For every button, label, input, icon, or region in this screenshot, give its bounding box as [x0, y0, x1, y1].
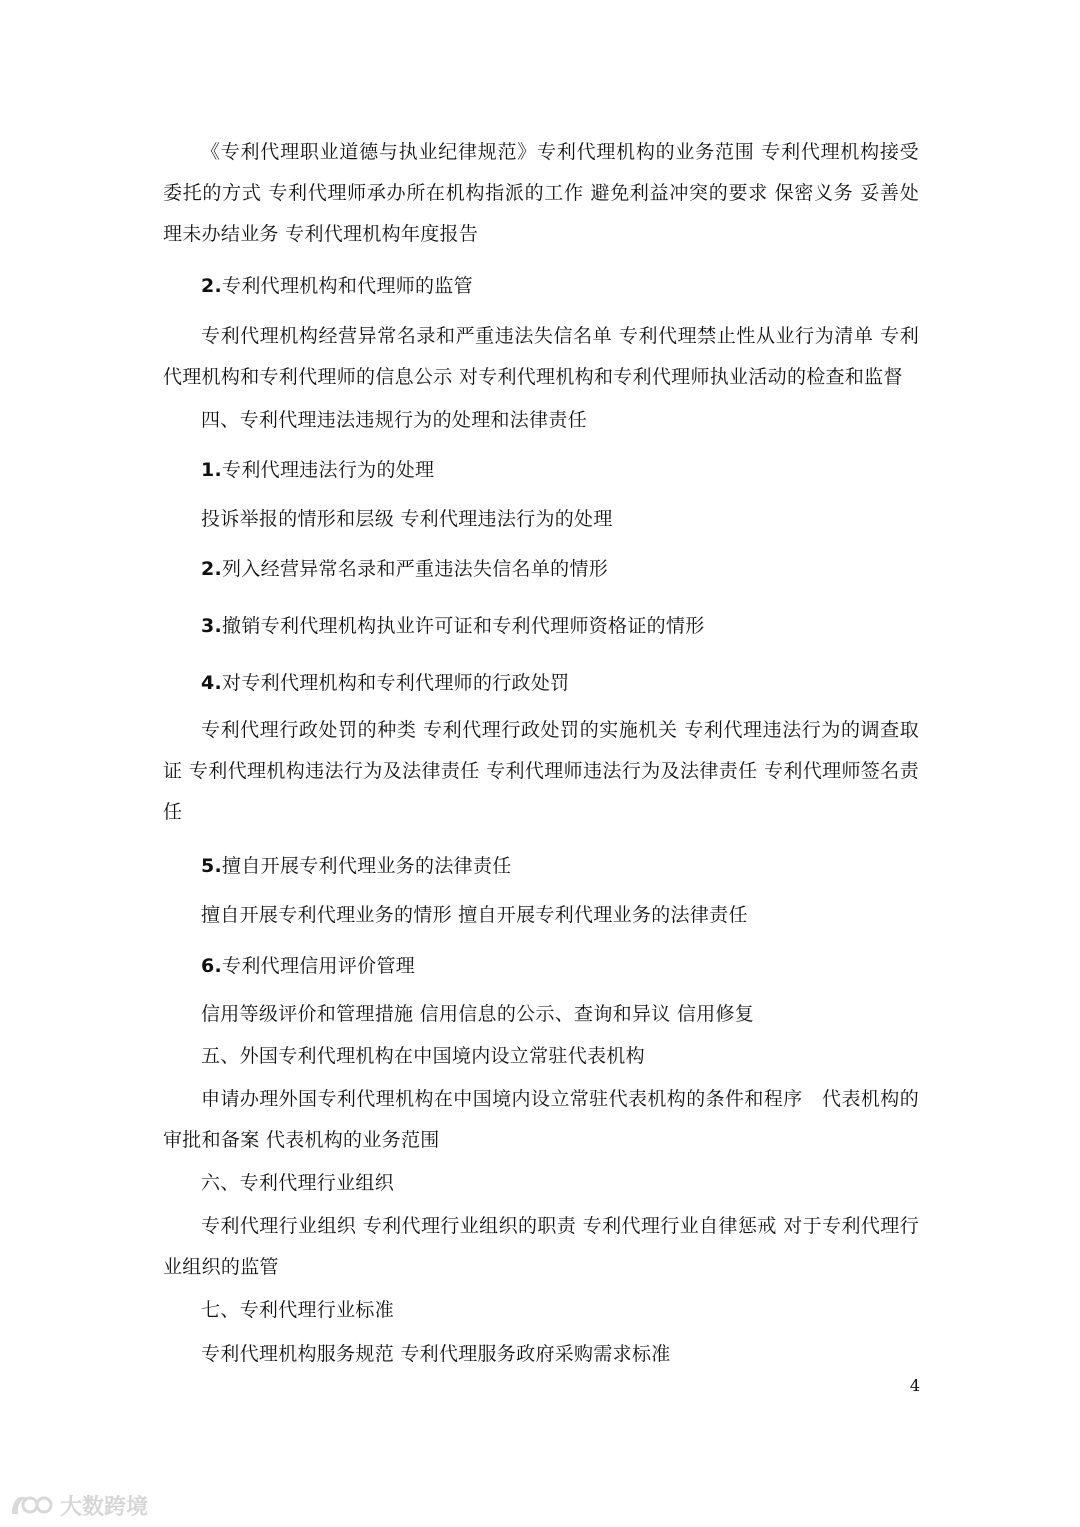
- subheading: 6.专利代理信用评价管理: [201, 955, 416, 977]
- paragraph: 擅自开展专利代理业务的情形 擅自开展专利代理业务的法律责任: [201, 904, 748, 926]
- watermark-text: 大数跨境: [60, 1494, 149, 1520]
- item-number: 2.: [201, 558, 223, 580]
- subheading: 5.擅自开展专利代理业务的法律责任: [201, 855, 512, 877]
- item-number: 4.: [201, 672, 223, 694]
- subheading: 1.专利代理违法行为的处理: [201, 459, 435, 481]
- item-number: 6.: [201, 955, 223, 977]
- paragraph: 《专利代理职业道德与执业纪律规范》专利代理机构的业务范围 专利代理机构接受委托的方式 专利代理师承办所在机构指派的工作 避免利益冲突的要求 保密义务 妥善处理未办结业务 专利代理机构年度报告: [163, 141, 919, 245]
- subheading: 2.列入经营异常名录和严重违法失信名单的情形: [201, 558, 609, 580]
- watermark: [8, 1488, 148, 1522]
- paragraph: 专利代理机构经营异常名录和严重违法失信名单 专利代理禁止性从业行为清单 专利代理机构和专利代理师的信息公示 对专利代理机构和专利代理师执业活动的检查和监督: [163, 325, 919, 388]
- paragraph: 专利代理行业组织 专利代理行业组织的职责 专利代理行业自律惩戒 对于专利代理行业组织的监管: [163, 1215, 919, 1278]
- paragraph: 申请办理外国专利代理机构在中国境内设立常驻代表机构的条件和程序 代表机构的审批和备案 代表机构的业务范围: [163, 1088, 919, 1151]
- subheading: 4.对专利代理机构和专利代理师的行政处罚: [201, 672, 570, 694]
- page-number: 4: [909, 1376, 920, 1395]
- paragraph: 专利代理机构服务规范 专利代理服务政府采购需求标准: [201, 1343, 671, 1365]
- paragraph: 专利代理行政处罚的种类 专利代理行政处罚的实施机关 专利代理违法行为的调查取证 专利代理机构违法行为及法律责任 专利代理师违法行为及法律责任 专利代理师签名责任: [163, 719, 919, 823]
- section-heading: 四、专利代理违法违规行为的处理和法律责任: [201, 409, 588, 431]
- paragraph: 信用等级评价和管理措施 信用信息的公示、查询和异议 信用修复: [201, 1003, 755, 1025]
- item-number: 3.: [201, 615, 223, 637]
- item-number: 1.: [201, 459, 223, 481]
- item-number: 5.: [201, 855, 223, 877]
- section-heading: 五、外国专利代理机构在中国境内设立常驻代表机构: [201, 1045, 645, 1067]
- subheading: 3.撤销专利代理机构执业许可证和专利代理师资格证的情形: [201, 615, 705, 637]
- item-number: 2.: [201, 275, 223, 297]
- paragraph: 投诉举报的情形和层级 专利代理违法行为的处理: [201, 508, 613, 530]
- section-heading: 七、专利代理行业标准: [201, 1299, 395, 1321]
- dashu-logo-icon: [8, 1490, 54, 1520]
- subheading: 2.专利代理机构和代理师的监管: [201, 275, 473, 297]
- section-heading: 六、专利代理行业组织: [201, 1172, 395, 1194]
